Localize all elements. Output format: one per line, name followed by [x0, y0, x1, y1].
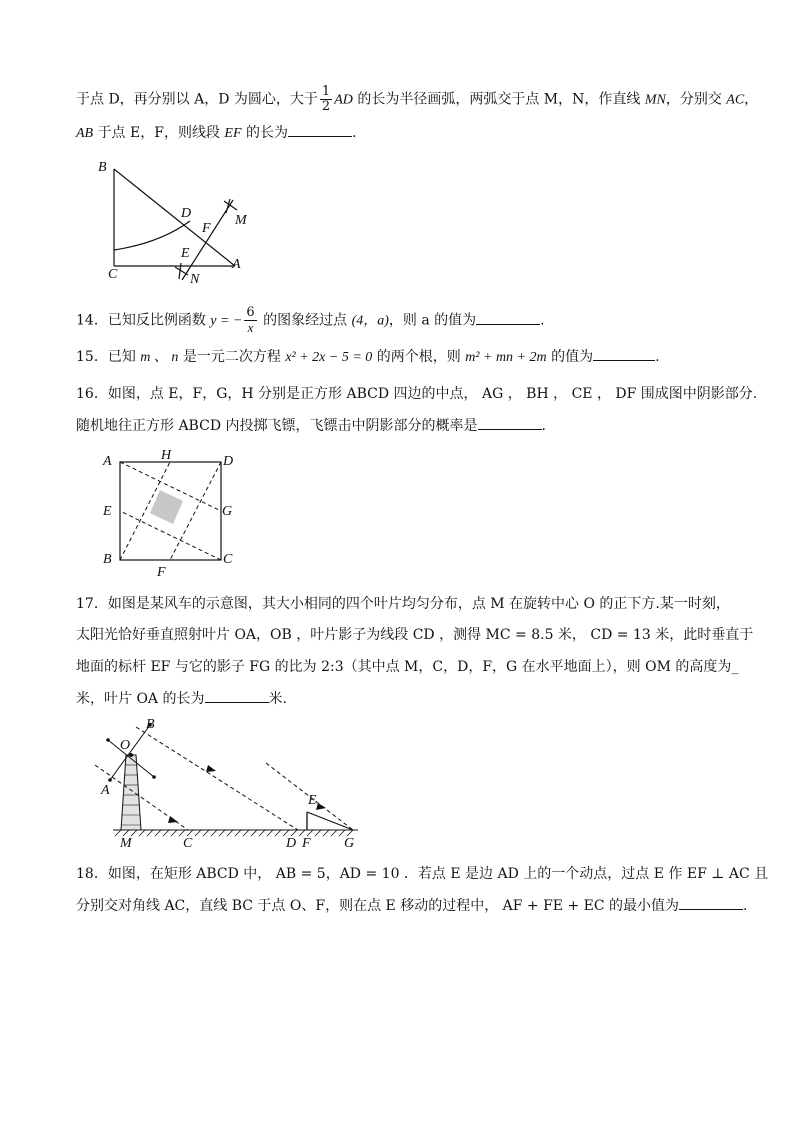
label-c: C	[108, 267, 118, 282]
label-d: D	[286, 836, 297, 851]
label-d: D	[181, 206, 192, 221]
tower	[121, 755, 141, 830]
fraction-6-x: $\frac{6}{x}$	[246, 305, 255, 335]
q17-line-2: 太阳光恰好垂直照射叶片 OA，OB ，叶片影子为线段 CD ，测得 MC = 8.5 米， CD = 13 米，此时垂直于	[76, 627, 754, 643]
label-c: C	[223, 552, 233, 567]
q16-line-1: 16．如图，点 E，F，G，H 分别是正方形 ABCD 四边的中点， AG ， BH ， CE ， DF 围成图中阴影部分.	[76, 386, 758, 402]
q15-line: 15．已知 m 、 n 是一元二次方程 x² + 2x − 5 = 0 的两个根，则 m² + mn + 2m 的值为 .	[76, 346, 660, 368]
q14-line: 14．已知反比例函数 y = − $\frac{6}{x}$ 的图象经过点 (4，a)，则 a 的值为 .	[76, 305, 545, 335]
q18-line-1: 18．如图，在矩形 ABCD 中， AB = 5，AD = 10 ．若点 E 是边 AD 上的一个动点，过点 E 作 EF ⊥ AC 且	[76, 866, 769, 882]
q16-line-2: 随机地往正方形 ABCD 内投掷飞镖，飞镖击中阴影部分的概率是 .	[76, 415, 546, 436]
label-a: A	[232, 257, 241, 272]
arc-cd	[114, 221, 190, 250]
answer-blank[interactable]	[478, 415, 542, 430]
label-e: E	[308, 793, 317, 808]
label-g: G	[344, 836, 355, 851]
shaded-square	[150, 490, 183, 524]
q17-figure	[88, 715, 368, 855]
q16-figure	[95, 445, 245, 580]
label-a: A	[101, 783, 110, 798]
arrow-2	[206, 765, 216, 772]
q18-line-2: 分别交对角线 AC，直线 BC 于点 O、F，则在点 E 移动的过程中， AF + FE + EC 的最小值为 .	[76, 895, 748, 916]
arrow-1	[168, 816, 178, 823]
label-e: E	[181, 246, 190, 261]
fraction-half: $\frac{1}{2}$	[321, 84, 331, 114]
label-d: D	[223, 454, 234, 469]
answer-blank[interactable]	[476, 310, 540, 325]
segment-ba	[114, 169, 235, 266]
label-o: O	[120, 738, 131, 753]
label-b: B	[103, 552, 112, 567]
q17-line-3: 地面的标杆 EF 与它的影子 FG 的比为 2:3（其中点 M，C，D，F，G 在水平地面上），则 OM 的高度为_	[76, 659, 739, 675]
answer-blank[interactable]	[205, 688, 269, 703]
label-m: M	[120, 836, 132, 851]
answer-blank[interactable]	[679, 895, 743, 910]
label-c: C	[183, 836, 193, 851]
label-m: M	[235, 213, 247, 228]
label-b: B	[98, 160, 107, 175]
label-b: B	[146, 717, 155, 732]
label-f: F	[302, 836, 311, 851]
label-h: H	[161, 448, 172, 463]
q13-figure	[90, 155, 260, 290]
arrow-3	[316, 803, 326, 810]
sun-ray-b	[136, 727, 298, 830]
q17-line-1: 17．如图是某风车的示意图，其大小相同的四个叶片均匀分布，点 M 在旋转中心 O 的正下方.某一时刻，	[76, 596, 730, 612]
q13-line-2: AB 于点 E，F，则线段 EF 的长为 .	[76, 122, 356, 144]
label-f: F	[157, 565, 166, 580]
label-a: A	[103, 454, 112, 469]
label-f: F	[202, 221, 211, 236]
answer-blank[interactable]	[288, 122, 352, 137]
q17-line-4: 米，叶片 OA 的长为 米.	[76, 688, 287, 709]
answer-blank[interactable]	[593, 346, 655, 361]
label-g: G	[222, 504, 233, 519]
shadow-eg	[307, 812, 353, 830]
label-n: N	[190, 272, 200, 287]
label-e: E	[103, 504, 112, 519]
q13-line-1: 于点 D，再分别以 A，D 为圆心，大于 $\frac{1}{2}$ AD 的长为半径画弧，两弧交于点 M，N，作直线 MN，分别交 AC，	[76, 84, 759, 114]
